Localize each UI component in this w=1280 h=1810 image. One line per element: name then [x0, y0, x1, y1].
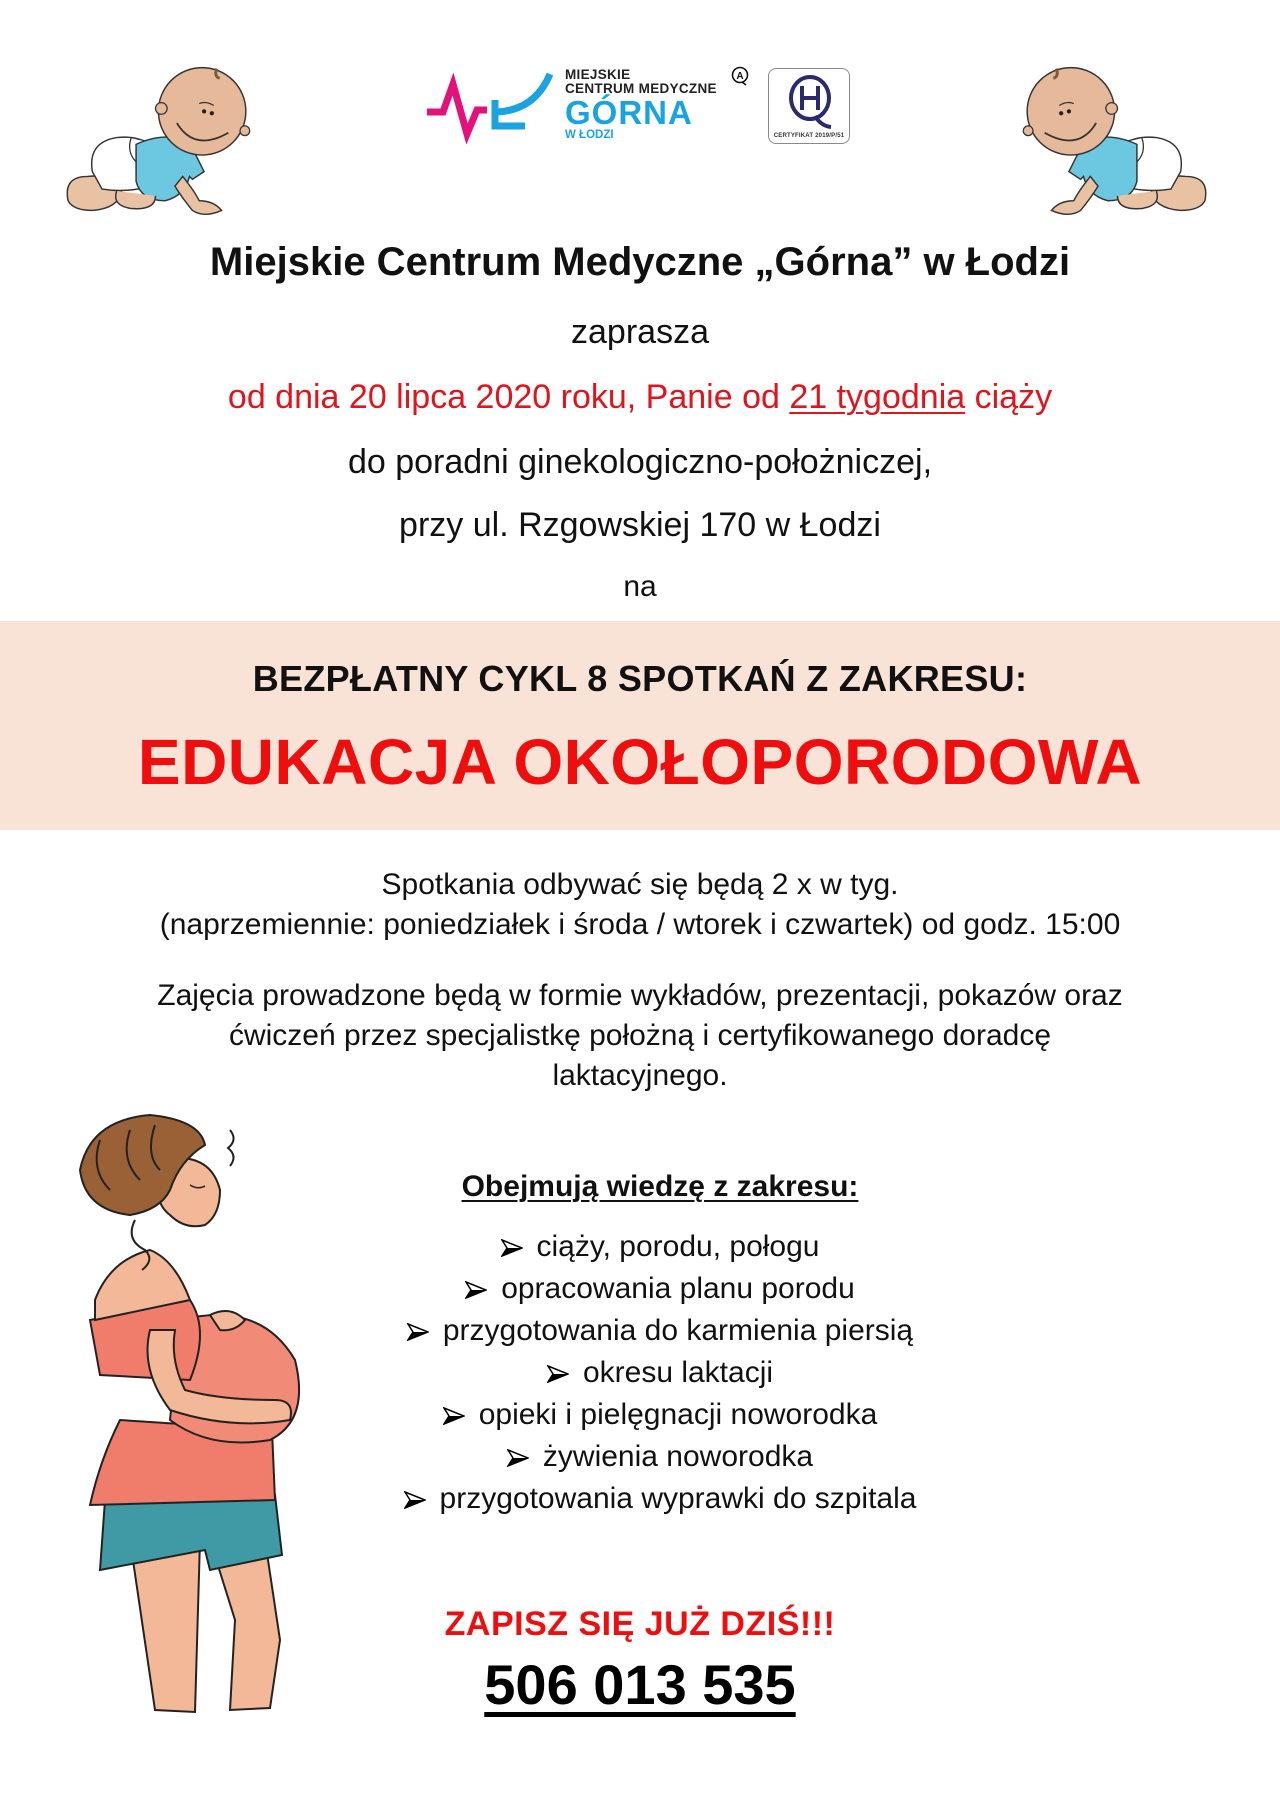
format-paragraph: Zajęcia prowadzone będą w formie wykładów, prezentacji, pokazów oraz ćwiczeń przez specjalistkę położną i certyfikowanego doradcę laktacyjnego.: [157, 979, 1123, 1092]
arrowhead-bullet-icon: [547, 1365, 569, 1383]
topics-heading: Obejmują wiedzę z zakresu:: [461, 1170, 859, 1203]
signup-call-to-action: ZAPISZ SIĘ JUŻ DZIŚ!!!: [444, 1605, 836, 1643]
hq-certificate-icon: [785, 74, 835, 129]
program-subtitle: BEZPŁATNY CYKL 8 SPOTKAŃ Z ZAKRESU:: [252, 658, 1028, 699]
clinic-name: do poradni ginekologiczno-położniczej,: [347, 443, 933, 481]
arrowhead-bullet-icon: [443, 1407, 465, 1425]
arrowhead-bullet-icon: [507, 1449, 529, 1467]
arrowhead-bullet-icon: [465, 1281, 487, 1299]
list-item: przygotowania wyprawki do szpitala: [300, 1478, 1020, 1520]
heartbeat-logo-icon: [425, 70, 560, 150]
clinic-logo: [425, 62, 755, 152]
list-item: opracowania planu porodu: [300, 1268, 1020, 1310]
baby-illustration-right: [1020, 55, 1215, 225]
page-title: Miejskie Centrum Medyczne „Górna” w Łodzi: [209, 240, 1071, 284]
pregnancy-week-highlight: 21 tygodnia: [789, 378, 966, 416]
list-item: przygotowania do karmienia piersią: [300, 1310, 1020, 1352]
certificate-number: CERTYFIKAT 2019/P/51: [773, 133, 845, 139]
list-item: okresu laktacji: [300, 1352, 1020, 1394]
schedule-paragraph: Spotkania odbywać się będą 2 x w tyg. (naprzemiennie: poniedziałek i środa / wtorek i czwartek) od godz. 15:00: [159, 868, 1121, 941]
svg-text:A: A: [736, 71, 744, 82]
arrowhead-bullet-icon: [407, 1323, 429, 1341]
list-item: opieki i pielęgnacji noworodka: [300, 1394, 1020, 1436]
list-item: żywienia noworodka: [300, 1436, 1020, 1478]
eligibility-date-line: od dnia 20 lipca 2020 roku, Panie od 21 tygodnia ciąży: [227, 378, 1053, 416]
quality-certificate-badge: [768, 68, 850, 144]
phone-number[interactable]: 506 013 535: [484, 1653, 796, 1716]
list-item: ciąży, porodu, połogu: [300, 1226, 1020, 1268]
connector-text: na: [623, 570, 657, 603]
invite-text: zaprasza: [571, 313, 709, 351]
clinic-address: przy ul. Rzgowskiej 170 w Łodzi: [399, 506, 881, 544]
program-title: EDUKACJA OKOŁOPORODOWA: [137, 726, 1143, 798]
logo-wordmark: MIEJSKIE CENTRUM MEDYCZNE GÓRNA W ŁODZI: [565, 67, 717, 141]
topics-list: [300, 1226, 1020, 1520]
quality-a-icon: [730, 66, 750, 86]
arrowhead-bullet-icon: [404, 1491, 426, 1509]
arrowhead-bullet-icon: [501, 1239, 523, 1257]
baby-illustration-left: [58, 55, 253, 225]
